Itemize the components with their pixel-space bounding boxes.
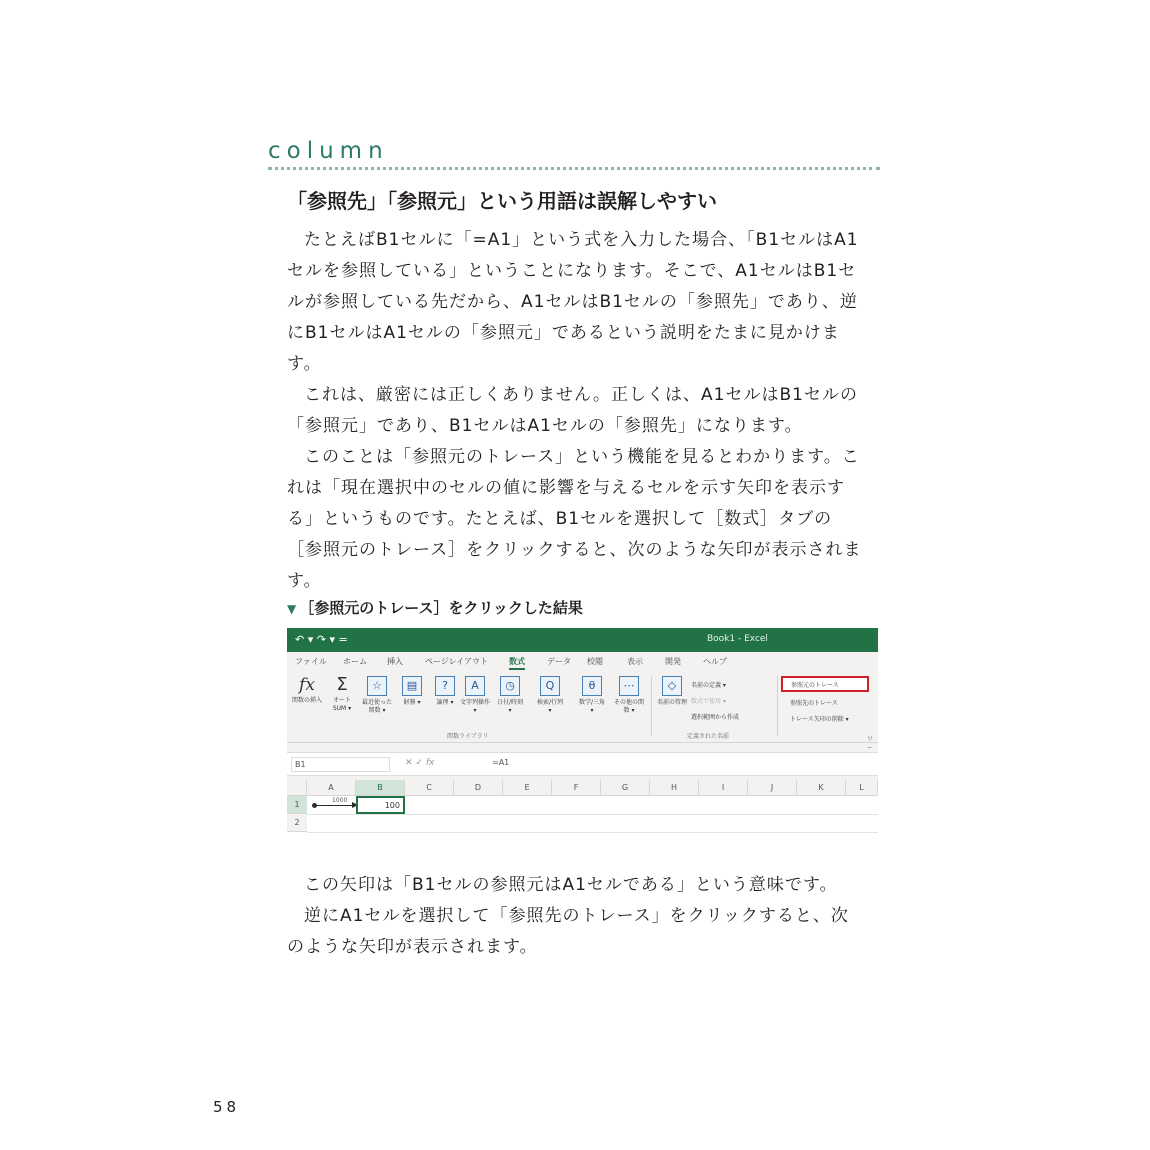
group-divider (651, 676, 652, 736)
page-number: 58 (213, 1098, 241, 1116)
name-manager-button[interactable] (657, 676, 687, 707)
tab-formulas[interactable]: 数式 (509, 656, 525, 670)
trace-dependents-button[interactable]: 参照先のトレース (790, 700, 838, 707)
button-label: 名前の管理 (657, 699, 688, 706)
tab-file[interactable]: ファイル (295, 657, 327, 666)
lookup-reference-button[interactable] (535, 676, 565, 715)
tab-developer[interactable]: 開発 (665, 657, 681, 666)
body-text-top (287, 225, 862, 597)
tab-home[interactable]: ホーム (343, 657, 367, 666)
theta-icon: θ (582, 676, 602, 696)
name-box[interactable]: B1 (291, 757, 390, 772)
math-trig-button[interactable] (577, 676, 607, 715)
formula-bar (287, 752, 878, 776)
column-header[interactable]: H (650, 780, 699, 796)
sigma-icon: Σ (336, 674, 348, 695)
paragraph: 逆にA1セルを選択して「参照先のトレース」をクリックすると、次のような矢印が表示されます。 (287, 906, 849, 957)
tab-help[interactable]: ヘルプ (703, 657, 727, 666)
select-all-corner[interactable] (287, 780, 307, 796)
book-icon: ▤ (402, 676, 422, 696)
button-label: 日付/時刻 ▾ (496, 699, 524, 714)
group-label-worksheet: ワー (867, 736, 874, 752)
column-header[interactable]: C (405, 780, 454, 796)
date-time-button[interactable] (495, 676, 525, 715)
column-header[interactable]: L (846, 780, 878, 796)
column-header[interactable]: K (797, 780, 846, 796)
group-divider (777, 676, 778, 736)
worksheet-grid (287, 780, 878, 833)
paragraph: この矢印は「B1セルの参照元はA1セルである」という意味です。 (304, 875, 838, 895)
button-label: オートSUM ▾ (332, 697, 352, 712)
button-label: 財務 ▾ (403, 699, 421, 706)
use-in-formula-button[interactable]: 数式で使用 ▾ (691, 698, 726, 705)
autosum-button[interactable] (327, 676, 357, 713)
trace-precedents-button[interactable]: 参照元のトレース (781, 676, 869, 692)
body-text-bottom (287, 870, 862, 963)
column-header[interactable]: E (503, 780, 552, 796)
question-icon: ? (435, 676, 455, 696)
window-title: Book1 - Excel (707, 634, 768, 644)
paragraph: たとえばB1セルに「=A1」という式を入力した場合、「B1セルはA1セルを参照している」ということになります。そこで、A1セルはB1セルが参照している先だから、A1セルはB1セルの「参照先」であり、逆にB1セルはA1セルの「参照元」であるという説明をたまに見かけます。 (287, 230, 859, 374)
triangle-down-icon: ▼ (287, 602, 297, 616)
logical-button[interactable] (430, 676, 460, 707)
dotted-divider (268, 167, 880, 170)
formula-input[interactable]: =A1 (492, 758, 510, 767)
more-functions-button[interactable] (614, 676, 644, 715)
column-header[interactable]: A (307, 780, 356, 796)
button-label: 数学/三角 ▾ (578, 699, 606, 714)
check-icon[interactable]: ✓ (415, 758, 423, 768)
button-label: 関数の挿入 (292, 697, 323, 704)
button-label: 論理 ▾ (436, 699, 454, 706)
column-header[interactable]: F (552, 780, 601, 796)
financial-button[interactable] (397, 676, 427, 707)
group-label-function-library: 関数ライブラリ (447, 733, 489, 740)
figure-caption-text: ［参照元のトレース］をクリックした結果 (299, 599, 583, 617)
button-label: 最近使った関数 ▾ (362, 699, 393, 714)
excel-screenshot (287, 628, 878, 833)
text-functions-button[interactable] (460, 676, 490, 715)
figure-caption (287, 597, 583, 618)
formula-buttons (405, 758, 434, 768)
cancel-icon[interactable]: ✕ (405, 758, 413, 768)
column-header[interactable]: B (356, 780, 405, 796)
column-header[interactable]: I (699, 780, 748, 796)
tab-insert[interactable]: 挿入 (387, 657, 403, 666)
define-name-button[interactable]: 名前の定義 ▾ (691, 682, 726, 689)
quick-access-toolbar[interactable]: ↶ ▾ ↷ ▾ = (295, 633, 348, 646)
cell-b1[interactable]: 100 (356, 796, 405, 814)
clock-icon: ◷ (500, 676, 520, 696)
text-icon: A (465, 676, 485, 696)
star-icon: ☆ (367, 676, 387, 696)
column-heading: 「参照先」「参照元」という用語は誤解しやすい (287, 189, 717, 213)
precedent-arrow (315, 805, 357, 806)
excel-title-bar (287, 628, 878, 652)
button-label: 検索/行列 ▾ (536, 699, 564, 714)
gridline (307, 832, 878, 833)
insert-function-button[interactable] (292, 676, 322, 705)
column-header[interactable]: D (454, 780, 503, 796)
button-label: その他の関数 ▾ (614, 699, 645, 714)
create-from-selection-button[interactable]: 選択範囲から作成 (691, 714, 740, 721)
search-icon: Q (540, 676, 560, 696)
paragraph: これは、厳密には正しくありません。正しくは、A1セルはB1セルの「参照元」であり、B1セルはA1セルの「参照先」になります。 (287, 385, 858, 436)
tab-view[interactable]: 表示 (627, 657, 643, 666)
tab-data[interactable]: データ (547, 657, 571, 666)
cell-a1[interactable]: 1000 (332, 797, 348, 804)
more-icon: ⋯ (619, 676, 639, 696)
tag-icon: ◇ (662, 676, 682, 696)
column-header[interactable]: J (748, 780, 797, 796)
recent-functions-button[interactable] (362, 676, 392, 715)
button-label: 文字列操作 ▾ (460, 699, 491, 714)
tab-page-layout[interactable]: ページレイアウト (425, 657, 488, 666)
tab-review[interactable]: 校閲 (587, 657, 603, 666)
row-header[interactable]: 1 (287, 796, 307, 814)
remove-arrows-button[interactable]: トレース矢印の削除 ▾ (790, 716, 849, 723)
row-header[interactable]: 2 (287, 814, 307, 832)
fx-icon: fx (299, 675, 315, 695)
paragraph: このことは「参照元のトレース」という機能を見るとわかります。これは「現在選択中のセルの値に影響を与えるセルを示す矢印を表示する」というものです。たとえば、B1セルを選択して［数式］タブの［参照元のトレース］をクリックすると、次のような矢印が表示されます。 (287, 447, 862, 591)
fx-icon[interactable]: fx (425, 758, 435, 768)
group-label-defined-names: 定義された名前 (687, 733, 730, 740)
column-header[interactable]: G (601, 780, 650, 796)
ribbon-tabs (287, 652, 878, 670)
gridline (307, 814, 878, 815)
column-label: column (268, 138, 389, 164)
